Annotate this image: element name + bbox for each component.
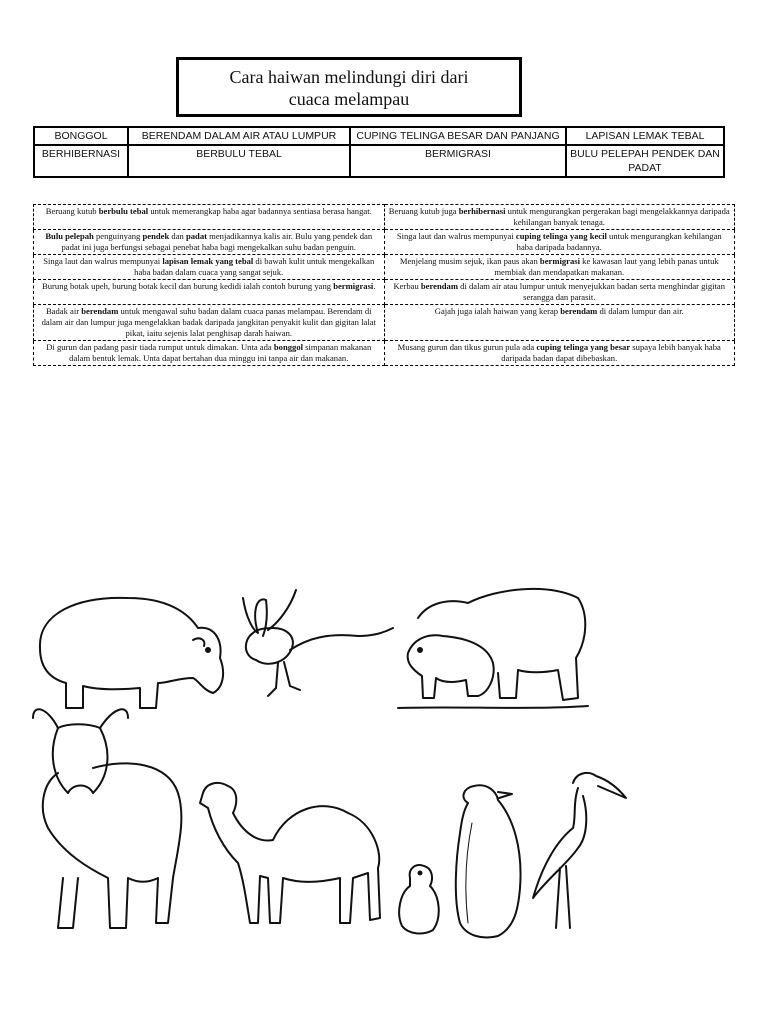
- jerboa-drawing: [243, 590, 393, 696]
- word-bank-cell: BERBULU TEBAL: [128, 145, 350, 177]
- worksheet-title: [176, 57, 522, 117]
- animal-illustrations: [28, 578, 628, 948]
- facts-row: [34, 280, 735, 305]
- word-bank-cell: BULU PELEPAH PENDEK DAN PADAT: [566, 145, 724, 177]
- emperor-penguin-drawing: [456, 785, 521, 937]
- buffalo-drawing: [33, 709, 181, 928]
- fact-cell: Singa laut dan walrus mempunyai lapisan lemak yang tebal di bawah kulit untuk mengekalkan haba badan dalam cuaca yang sangat sejuk.: [34, 255, 385, 280]
- word-bank-row: [34, 145, 724, 177]
- polar-bears-drawing: [398, 589, 588, 708]
- title-line-1: Cara haiwan melindungi diri dari: [229, 67, 469, 87]
- marabou-stork-drawing: [533, 773, 626, 928]
- word-bank-row: [34, 127, 724, 145]
- fact-cell: Singa laut dan walrus mempunyai cuping telinga yang kecil untuk mengurangkan kehilangan haba daripada badannya.: [384, 230, 735, 255]
- camel-drawing: [200, 783, 380, 923]
- word-bank-cell: BONGGOL: [34, 127, 128, 145]
- fact-cell: Musang gurun dan tikus gurun pula ada cuping telinga yang besar supaya lebih banyak haba daripada badan dapat dibebaskan.: [384, 341, 735, 366]
- penguin-chick-drawing: [399, 865, 439, 933]
- facts-row: [34, 341, 735, 366]
- fact-cell: Bulu pelepah penguinyang pendek dan padat menjadikannya kalis air. Bulu yang pendek dan padat ini juga berfungsi sebagai penebat haba bagi mengekalkan suhu badan penguin.: [34, 230, 385, 255]
- word-bank-cell: BERENDAM DALAM AIR ATAU LUMPUR: [128, 127, 350, 145]
- word-bank-cell: BERMIGRASI: [350, 145, 566, 177]
- facts-table: [33, 204, 735, 366]
- fact-cell: Gajah juga ialah haiwan yang kerap berendam di dalam lumpur dan air.: [384, 305, 735, 341]
- facts-row: [34, 205, 735, 230]
- word-bank-cell: LAPISAN LEMAK TEBAL: [566, 127, 724, 145]
- word-bank-cell: CUPING TELINGA BESAR DAN PANJANG: [350, 127, 566, 145]
- fact-cell: Menjelang musim sejuk, ikan paus akan bermigrasi ke kawasan laut yang lebih panas untuk membiak dan mendapatkan makanan.: [384, 255, 735, 280]
- fact-cell: Beruang kutub juga berhibernasi untuk mengurangkan pergerakan bagi mengelakkannya daripada kehilangan banyak tenaga.: [384, 205, 735, 230]
- title-line-2: cuaca melampau: [288, 89, 410, 109]
- facts-row: [34, 255, 735, 280]
- word-bank-table: [33, 126, 725, 178]
- word-bank-cell: BERHIBERNASI: [34, 145, 128, 177]
- fact-cell: Di gurun dan padang pasir tiada rumput untuk dimakan. Unta ada bonggol simpanan makanan dalam bentuk lemak. Unta dapat bertahan dua minggu ini tanpa air dan makanan.: [34, 341, 385, 366]
- fact-cell: Badak air berendam untuk mengawal suhu badan dalam cuaca panas melampau. Berendam di dalam air dan lumpur juga mengelakkan badak daripada jangkitan penyakit kulit dan gigitan lalat pikat, iaitu sejenis lalat penghisap darah haiwan.: [34, 305, 385, 341]
- facts-row: [34, 230, 735, 255]
- fact-cell: Beruang kutub berbulu tebal untuk memerangkap haba agar badannya sentiasa berasa hangat.: [34, 205, 385, 230]
- hippo-drawing: [40, 598, 223, 708]
- fact-cell: Kerbau berendam di dalam air atau lumpur untuk menyejukkan badan serta menghindar gigitan serangga dan parasit.: [384, 280, 735, 305]
- facts-row: [34, 305, 735, 341]
- fact-cell: Burung botak upeh, burung botak kecil dan burung kedidi ialah contoh burung yang bermigrasi.: [34, 280, 385, 305]
